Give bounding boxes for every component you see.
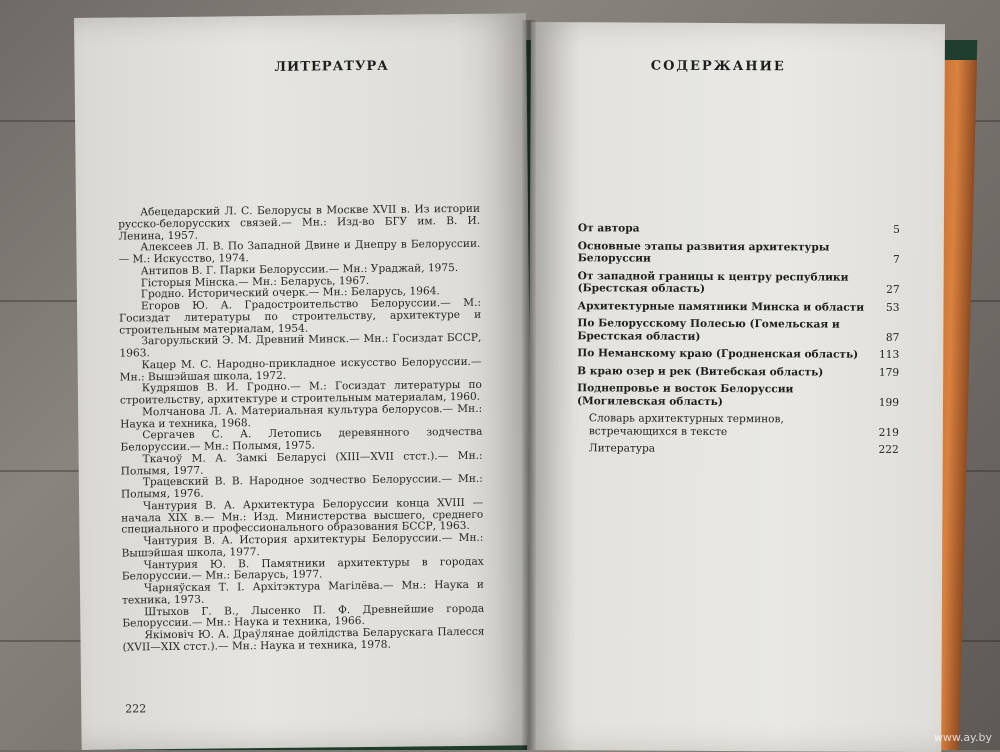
toc-entry (577, 382, 899, 409)
contents-heading: СОДЕРЖАНИЕ (650, 58, 786, 75)
reference-item: Сергачев С. А. Летопись деревянного зодчества Белоруссии.— Мн.: Полымя, 1975. (120, 425, 483, 454)
toc-entry-page: 199 (878, 396, 900, 409)
toc-entry-title: В краю озер и рек (Витебская область) (577, 364, 824, 379)
reference-item: Абецедарский Л. С. Белорусы в Москве XVII в. Из истории русско-белорусских связей.— Мн.: Изд-во БГУ им. В. И. Ленина, 1957. (118, 202, 481, 243)
reference-item: Чарняўская Т. І. Архітэктура Магілёва.— Мн.: Наука и техника, 1973. (122, 578, 485, 607)
toc-entry-page: 7 (892, 253, 900, 266)
literature-heading: ЛИТЕРАТУРА (274, 58, 389, 75)
reference-item: Штыхов Г. В., Лысенко П. Ф. Древнейшие города Белоруссии.— Мн.: Наука и техника, 1966. (122, 602, 485, 630)
toc-entry-title: Словарь архитектурных терминов, встречающихся в тексте (588, 412, 784, 438)
reference-item: Чантурия Ю. В. Памятники архитектуры в городах Белоруссии.— Мн.: Беларусь, 1977. (121, 555, 484, 583)
toc-entry (577, 442, 899, 456)
toc-entry (577, 317, 899, 344)
toc-entry-page: 53 (885, 301, 900, 314)
toc-entry (578, 270, 900, 297)
toc-entry-page: 222 (878, 443, 899, 456)
reference-list (118, 204, 485, 654)
right-page (527, 22, 945, 752)
toc-entry-page: 5 (893, 223, 900, 236)
reference-item: Загорульский Э. М. Древний Минск.— Мн.: Госиздат БССР, 1963. (119, 332, 482, 360)
toc-entry-title: Литература (588, 442, 656, 455)
reference-item: Антипов В. Г. Парки Белоруссии.— Мн.: Ураджай, 1975. (140, 261, 459, 278)
toc-entry-page: 87 (885, 331, 900, 344)
toc-entry (577, 300, 899, 314)
toc-entry-title: От западной границы к центру республики (Брестская область) (577, 269, 849, 295)
reference-item: Чантурия В. А. История архитектуры Белоруссии.— Мн.: Вышэйшая школа, 1977. (121, 531, 484, 560)
reference-item: Егоров Ю. А. Градостроительство Белоруссии.— М.: Госиздат литературы по строительству, архитектуре и строительным материалам, 1954. (119, 296, 482, 337)
reference-item: Трацевский В. В. Народное зодчество Белоруссии.— Мн.: Полымя, 1976. (120, 472, 483, 501)
reference-item: Молчанова Л. А. Материальная культура белорусов.— Мн.: Наука и техника, 1968. (120, 402, 483, 431)
toc-entry-title: По Белорусскому Полесью (Гомельская и Брестская области) (577, 317, 840, 343)
toc-entry-page: 113 (878, 348, 900, 361)
toc-entry-title: По Неманскому краю (Гродненская область) (577, 347, 859, 361)
toc-entry-title: Основные этапы развития архитектуры Белоруссии (577, 239, 830, 265)
toc-entry-page: 179 (878, 366, 900, 379)
toc-entry (577, 347, 899, 361)
reference-item: Алексеев Л. В. По Западной Двине и Днепру в Белоруссии.— М.: Искусство, 1974. (118, 238, 481, 266)
table-of-contents (577, 222, 900, 461)
toc-entry (578, 240, 900, 267)
toc-entry-page: 27 (886, 283, 900, 296)
toc-entry (578, 222, 900, 236)
toc-entry-title: От автора (577, 222, 640, 235)
watermark: www.ay.by (933, 731, 992, 744)
toc-entry (577, 412, 899, 439)
left-page (74, 13, 534, 750)
reference-item: Якімовіч Ю. А. Драўлянае дойлідства Беларускага Палесся (XVII—XIX стст.).— Мн.: Наука и техника, 1978. (122, 625, 485, 654)
toc-entry-title: Архитектурные памятники Минска и области (577, 299, 865, 314)
page-number: 222 (125, 702, 147, 716)
reference-item: Гісторыя Мінска.— Мн.: Беларусь, 1967. (140, 274, 370, 289)
reference-item: Чантурия В. А. Архитектура Белоруссии конца XVIII — начала XIX в.— Мн.: Изд. Министерства высшего, среднего специального и профессионального образования БССР, 1963. (121, 496, 484, 536)
toc-entry (577, 365, 899, 379)
reference-item: Кацер М. С. Народно-прикладное искусство Белоруссии.— Мн.: Вышэйшая школа, 1972. (119, 355, 482, 384)
reference-item: Ткачоў М. А. Замкі Беларусі (XIII—XVII стст.).— Мн.: Полымя, 1977. (120, 449, 483, 478)
toc-entry-page: 219 (878, 426, 899, 439)
reference-item: Кудряшов В. И. Гродно.— М.: Госиздат литературы по строительству, архитектуре и строительным материалам, 1960. (119, 378, 482, 407)
toc-entry-title: Поднепровье и восток Белоруссии (Могилевская область) (576, 382, 794, 408)
reference-item: Гродно. Исторический очерк.— Мн.: Беларусь, 1964. (140, 285, 440, 301)
book-gutter (522, 20, 536, 750)
